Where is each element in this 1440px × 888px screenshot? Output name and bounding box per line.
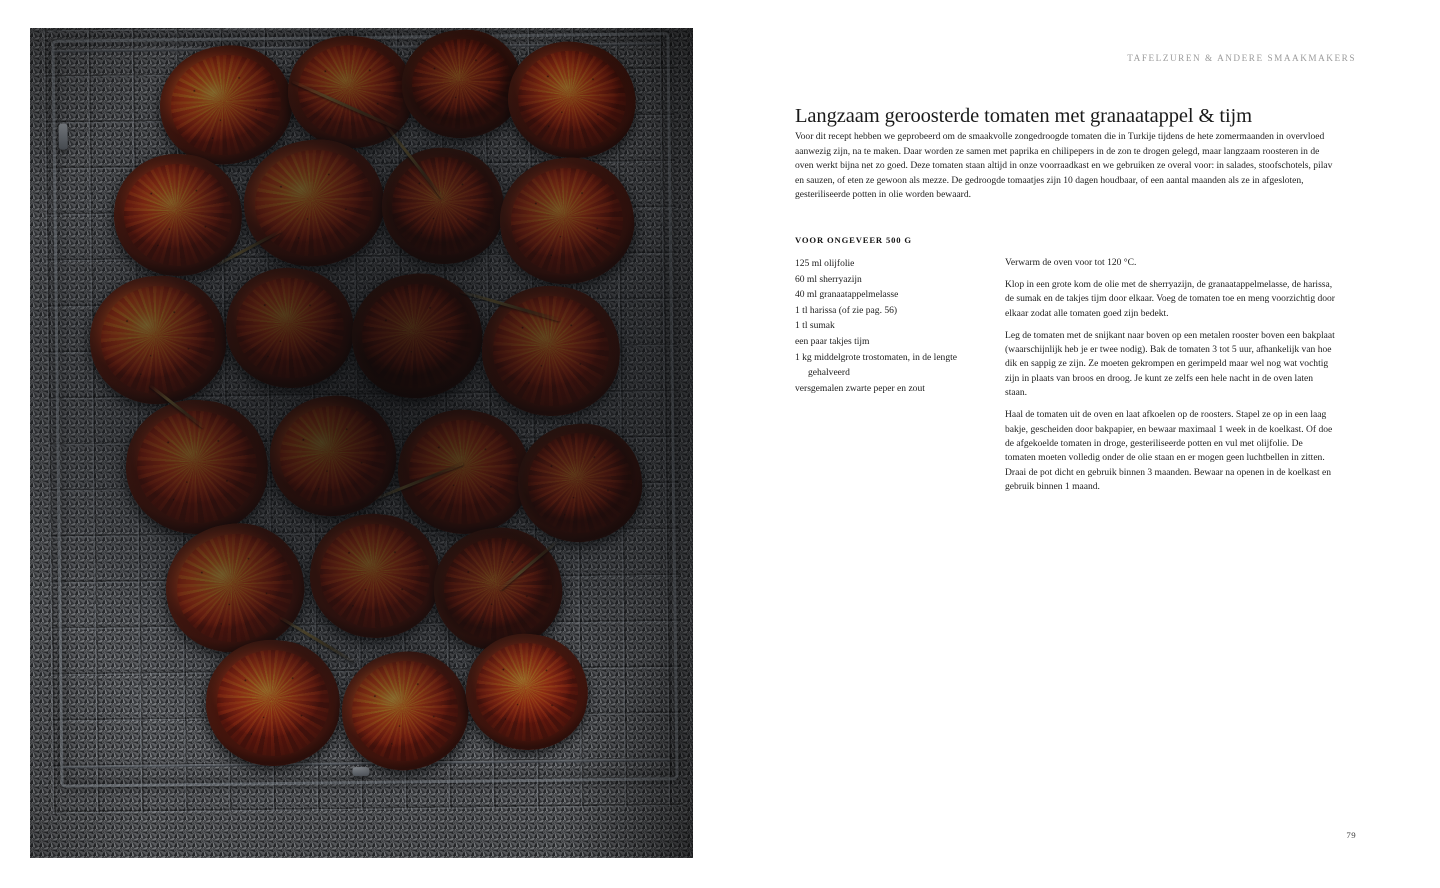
running-header: TAFELZUREN & ANDERE SMAAKMAKERS xyxy=(1127,53,1356,63)
method-paragraph: Klop in een grote kom de olie met de sherryazijn, de granaatappelmelasse, de harissa, de sumak en de takjes tijm door elkaar. Voeg de tomaten toe en meng voorzichtig door elkaar zodat alle tomaten goed zijn bedekt. xyxy=(1005,278,1335,319)
method-steps xyxy=(1005,256,1335,495)
ingredient-item: 40 ml granaatappelmelasse xyxy=(795,289,899,301)
ingredient-item: een paar takjes tijm xyxy=(795,335,870,347)
recipe-text-page xyxy=(725,0,1440,888)
photo-vignette xyxy=(30,28,693,858)
ingredient-item: 1 tl harissa (of zie pag. 56) xyxy=(795,304,898,316)
method-paragraph: Haal de tomaten uit de oven en laat afkoelen op de roosters. Stapel ze op in een laag bakje, gescheiden door bakpapier, en bewaar maximaal 1 week in de koelkast. Of doe de afgekoelde tomaten in droge, gesteriliseerde potten en vul met olijfolie. De tomaten moeten volledig onder de olie staan en er mogen geen luchtbellen in zitten. Draai de pot dicht en gebruik binnen 3 maanden. Bewaar na openen in de koelkast en gebruik binnen 1 maand. xyxy=(1005,409,1333,493)
ingredient-item: versgemalen zwarte peper en zout xyxy=(795,382,925,394)
ingredient-item: 1 kg middelgrote trostomaten, in de lengte gehalveerd xyxy=(795,351,957,379)
recipe-intro-paragraph: Voor dit recept hebben we geprobeerd om de smaakvolle zongedroogde tomaten die in Turkije tijdens de hete zomermaanden in overvloed aanwezig zijn, na te maken. Daar worden ze samen met paprika en chilipepers in de zon te drogen gelegd, maar langzaam roosteren in de oven werkt bijna net zo goed. Deze tomaten staan altijd in onze voorraadkast en we gebruiken ze overal voor: in salades, stoofschotels, pilav en sauzen, of eten ze gewoon als mezze. De gedroogde tomaatjes zijn 10 dagen houdbaar, of een aantal maanden als ze in afgesloten, gesteriliseerde potten in olie worden bewaard. xyxy=(795,131,1333,201)
recipe-title: Langzaam geroosterde tomaten met granaatappel & tijm xyxy=(795,104,1253,127)
ingredients-list xyxy=(795,256,985,396)
yield-heading: VOOR ONGEVEER 500 G xyxy=(795,235,912,245)
ingredient-item: 60 ml sherryazijn xyxy=(795,273,862,285)
page-number: 79 xyxy=(1346,830,1356,840)
method-paragraph: Verwarm de oven voor tot 120 °C. xyxy=(1005,257,1137,268)
method-paragraph: Leg de tomaten met de snijkant naar boven op een metalen rooster boven een bakplaat (waarschijnlijk heb je er twee nodig). Bak de tomaten 3 tot 5 uur, afhankelijk van hoe dik en sappig ze zijn. Ze moeten gekrompen en gerimpeld maar wel nog wat vochtig zijn in plaats van broos en droog. Je kunt ze zelfs een hele nacht in de oven laten staan. xyxy=(1005,329,1335,399)
ingredient-item: 125 ml olijfolie xyxy=(795,258,855,269)
recipe-photograph xyxy=(30,28,693,858)
ingredient-item: 1 tl sumak xyxy=(795,320,835,332)
